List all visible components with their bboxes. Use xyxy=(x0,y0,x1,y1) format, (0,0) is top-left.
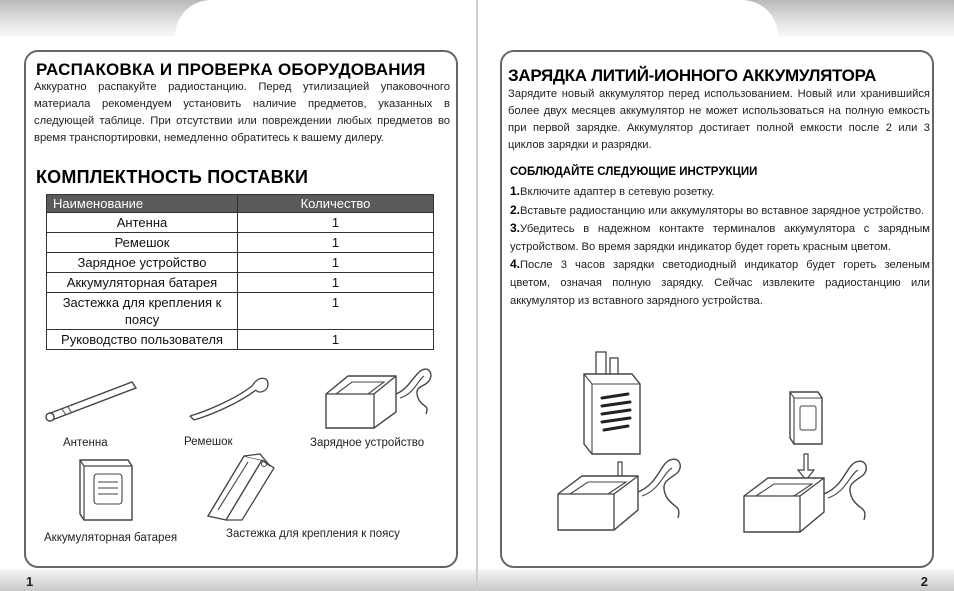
battery-caption: Аккумуляторная батарея xyxy=(44,532,178,544)
belt-clip-caption: Застежка для крепления к поясу xyxy=(226,528,400,540)
kit-item-name: Зарядное устройство xyxy=(47,253,238,273)
step-text: После 3 часов зарядки светодиодный индикатор будет гореть зеленым цветом, означая полную зарядку. Сейчас извлеките радиостанцию или аккумулятор из вставного зарядного устройства. xyxy=(510,259,930,307)
table-row xyxy=(47,330,434,350)
list-item xyxy=(510,220,930,256)
kit-item-qty: 1 xyxy=(238,293,434,330)
kit-header-name: Наименование xyxy=(47,195,238,213)
table-row xyxy=(47,233,434,253)
kit-item-name: Ремешок xyxy=(47,233,238,253)
instructions-title: СОБЛЮДАЙТЕ СЛЕДУЮЩИЕ ИНСТРУКЦИИ xyxy=(510,166,758,178)
kit-item-qty: 1 xyxy=(238,273,434,293)
left-page xyxy=(0,0,476,591)
strap-illustration xyxy=(184,372,274,427)
charger-caption: Зарядное устройство xyxy=(310,437,425,449)
step-text: Вставьте радиостанцию или аккумуляторы во вставное зарядное устройство. xyxy=(520,204,925,217)
belt-clip-illustration xyxy=(202,450,282,524)
list-item xyxy=(510,256,930,310)
antenna-caption: Антенна xyxy=(63,437,108,449)
table-row xyxy=(47,273,434,293)
table-row xyxy=(47,213,434,233)
charging-text: Зарядите новый аккумулятор перед использованием. Новый или хранившийся более двух месяцев аккумулятор не может использоваться на полную емкость при первой зарядке. Аккумулятор достигает полной емкости после 2 или 3 циклов зарядки и разрядки. xyxy=(508,88,930,151)
kit-header-qty: Количество xyxy=(238,195,434,213)
top-tab xyxy=(478,0,778,36)
right-panel xyxy=(500,50,934,568)
step-text: Включите адаптер в сетевую розетку. xyxy=(520,186,715,198)
kit-item-qty: 1 xyxy=(238,233,434,253)
step-number: 4. xyxy=(510,257,521,272)
instructions-list xyxy=(510,183,930,310)
kit-item-qty: 1 xyxy=(238,253,434,273)
kit-item-name: Застежка для крепления к поясу xyxy=(47,293,238,330)
kit-item-qty: 1 xyxy=(238,213,434,233)
antenna-illustration xyxy=(42,374,142,424)
kit-item-qty: 1 xyxy=(238,330,434,350)
battery-illustration xyxy=(70,454,140,526)
kit-table xyxy=(46,194,434,350)
unpacking-text: Аккуратно распакуйте радиостанцию. Перед утилизацией упаковочного материала рекомендуем установить наличие предметов, указанных в следующей таблице. При отсутствии или повреждении любых предметов во время транспортировки, немедленно обратитесь к вашему дилеру. xyxy=(34,81,450,144)
step-text: Убедитесь в надежном контакте терминалов аккумулятора с зарядным устройством. Во время зарядки индикатор будет гореть красным цветом. xyxy=(510,223,930,253)
kit-item-name: Руководство пользователя xyxy=(47,330,238,350)
page-number: 2 xyxy=(920,574,928,589)
table-row xyxy=(47,293,434,330)
step-number: 3. xyxy=(510,221,521,236)
list-item xyxy=(510,202,930,221)
kit-item-name: Антенна xyxy=(47,213,238,233)
table-row xyxy=(47,253,434,273)
battery-in-charger-illustration xyxy=(734,384,894,540)
radio-in-charger-illustration xyxy=(548,344,708,540)
bottom-band xyxy=(0,569,476,591)
strap-caption: Ремешок xyxy=(184,436,233,448)
step-number: 1. xyxy=(510,184,521,198)
left-panel xyxy=(24,50,458,568)
list-item xyxy=(510,183,930,202)
kit-title: КОМПЛЕКТНОСТЬ ПОСТАВКИ xyxy=(36,167,309,187)
page-number: 1 xyxy=(26,574,34,589)
bottom-band xyxy=(478,569,954,591)
charging-title: ЗАРЯДКА ЛИТИЙ-ИОННОГО АККУМУЛЯТОРА xyxy=(508,66,877,85)
step-number: 2. xyxy=(510,202,521,217)
right-page xyxy=(478,0,954,591)
unpacking-title: РАСПАКОВКА И ПРОВЕРКА ОБОРУДОВАНИЯ xyxy=(36,60,426,79)
top-tab xyxy=(175,0,476,36)
charger-illustration xyxy=(318,364,438,434)
kit-item-name: Аккумуляторная батарея xyxy=(47,273,238,293)
